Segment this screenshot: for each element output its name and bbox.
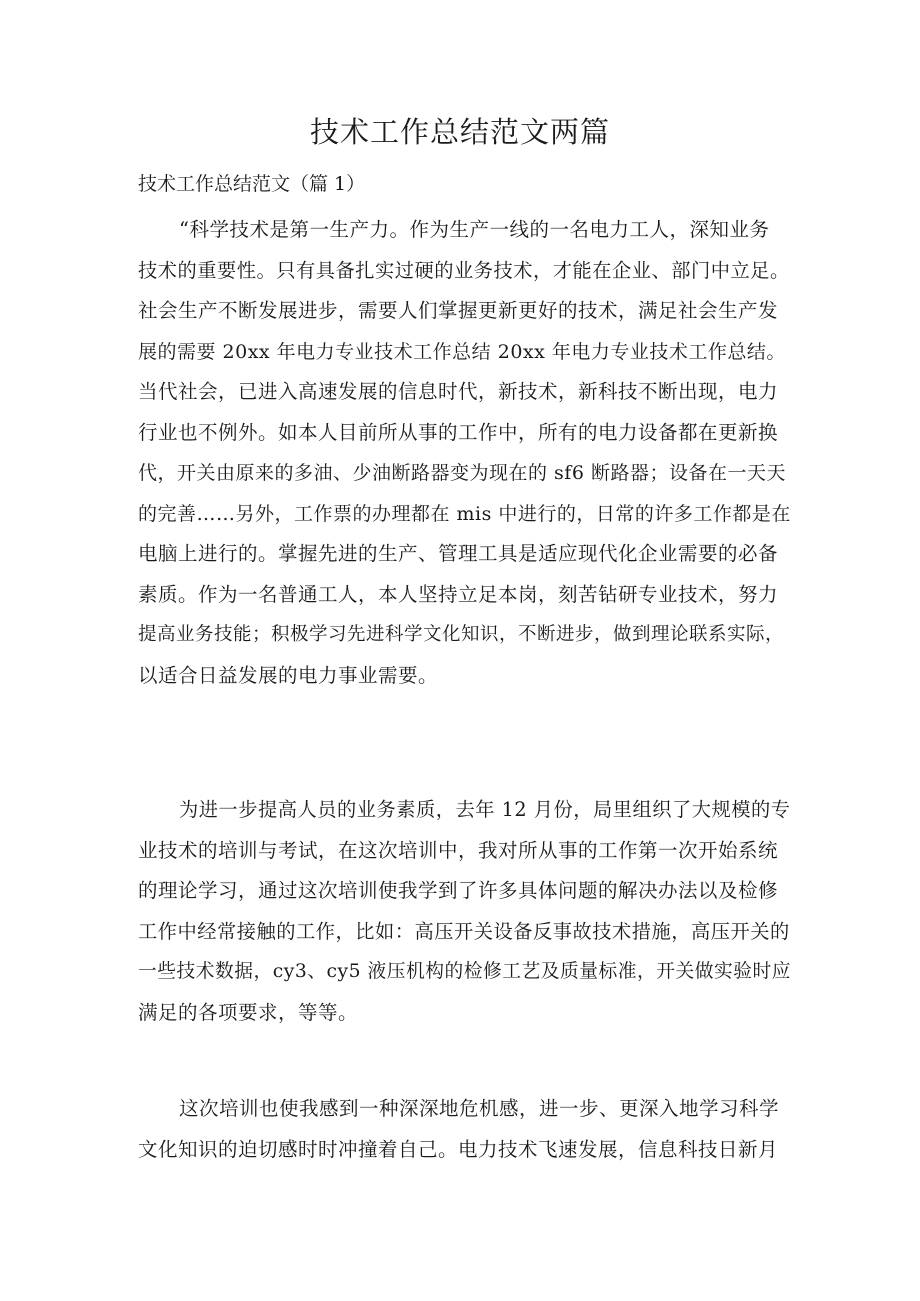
paragraph-line: 这次培训也使我感到一种深深地危机感，进一步、更深入地学习科学 bbox=[179, 1097, 780, 1120]
paragraph-line: 电脑上进行的。掌握先进的生产、管理工具是适应现代化企业需要的必备 bbox=[138, 542, 779, 565]
paragraph-line: 提高业务技能；积极学习先进科学文化知识，不断进步，做到理论联系实际， bbox=[138, 624, 785, 645]
paragraph-line: 当代社会，已进入高速发展的信息时代，新技术，新科技不断出现，电力 bbox=[138, 380, 779, 403]
paragraph-3 bbox=[138, 1089, 792, 1170]
paragraph-line: 展的需要 20xx 年电力专业技术工作总结 20xx 年电力专业技术工作总结。 bbox=[138, 340, 786, 363]
paragraph-line: 行业也不例外。如本人目前所从事的工作中，所有的电力设备都在更新换 bbox=[138, 420, 779, 444]
document-title: 技术工作总结范文两篇 bbox=[309, 115, 610, 149]
paragraph-line: 社会生产不断发展进步，需要人们掌握更新更好的技术，满足社会生产发 bbox=[138, 299, 779, 322]
paragraph-line: 的理论学习，通过这次培训使我学到了许多具体问题的解决办法以及检修 bbox=[138, 879, 779, 902]
paragraph-1 bbox=[138, 210, 792, 696]
paragraph-line: 的完善……另外，工作票的办理都在 mis 中进行的，日常的许多工作都是在 bbox=[138, 502, 791, 525]
paragraph-line: 满足的各项要求，等等。 bbox=[138, 1000, 359, 1024]
paragraph-line: “科学技术是第一生产力。作为生产一线的一名电力工人，深知业务 bbox=[179, 218, 770, 241]
paragraph-line: 文化知识的迫切感时时冲撞着自己。电力技术飞速发展，信息科技日新月 bbox=[138, 1137, 779, 1161]
paragraph-line: 业技术的培训与考试，在这次培训中，我对所从事的工作第一次开始系统 bbox=[138, 838, 779, 862]
paragraph-line: 技术的重要性。只有具备扎实过硬的业务技术，才能在企业、部门中立足。 bbox=[138, 258, 790, 282]
paragraph-line: 以适合日益发展的电力事业需要。 bbox=[138, 663, 439, 687]
section-heading: 技术工作总结范文（篇 1） bbox=[138, 173, 366, 195]
paragraph-line: 代，开关由原来的多油、少油断路器变为现在的 sf6 断路器；设备在一天天 bbox=[138, 462, 786, 484]
paragraph-2 bbox=[138, 790, 792, 1033]
paragraph-line: 工作中经常接触的工作，比如：高压开关设备反事故技术措施，高压开关的 bbox=[138, 919, 790, 943]
paragraph-line: 素质。作为一名普通工人，本人坚持立足本岗，刻苦钻研专业技术，努力 bbox=[138, 582, 779, 606]
paragraph-line: 一些技术数据，cy3、cy5 液压机构的检修工艺及质量标准，开关做实验时应 bbox=[138, 961, 792, 982]
paragraph-line: 为进一步提高人员的业务素质，去年 12 月份，局里组织了大规模的专 bbox=[179, 798, 791, 821]
